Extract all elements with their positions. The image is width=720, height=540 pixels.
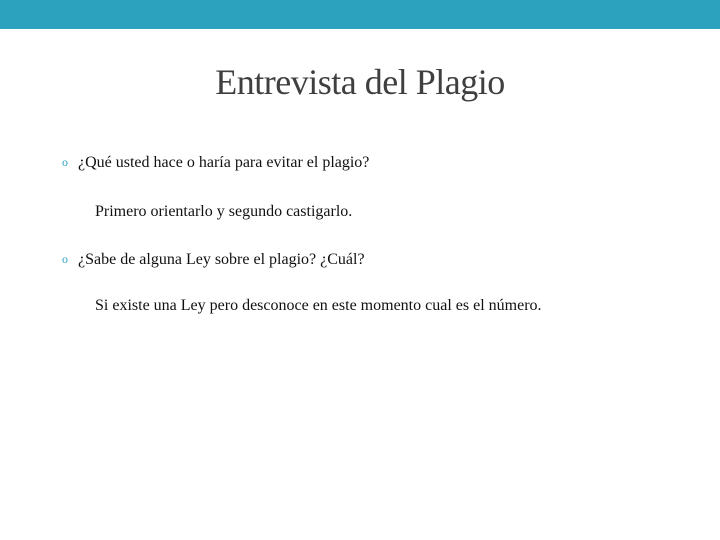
question-text: ¿Sabe de alguna Ley sobre el plagio? ¿Cuál? bbox=[78, 251, 365, 268]
question-item bbox=[62, 152, 369, 173]
answer-text: Primero orientarlo y segundo castigarlo. bbox=[95, 203, 353, 220]
question-text: ¿Qué usted hace o haría para evitar el plagio? bbox=[78, 154, 370, 171]
slide-title: Entrevista del Plagio bbox=[215, 62, 505, 102]
question-item bbox=[62, 249, 365, 270]
bullet-circle-icon: o bbox=[62, 252, 68, 266]
answer-text: Si existe una Ley pero desconoce en este momento cual es el número. bbox=[95, 297, 542, 314]
bullet-circle-icon: o bbox=[62, 155, 68, 169]
